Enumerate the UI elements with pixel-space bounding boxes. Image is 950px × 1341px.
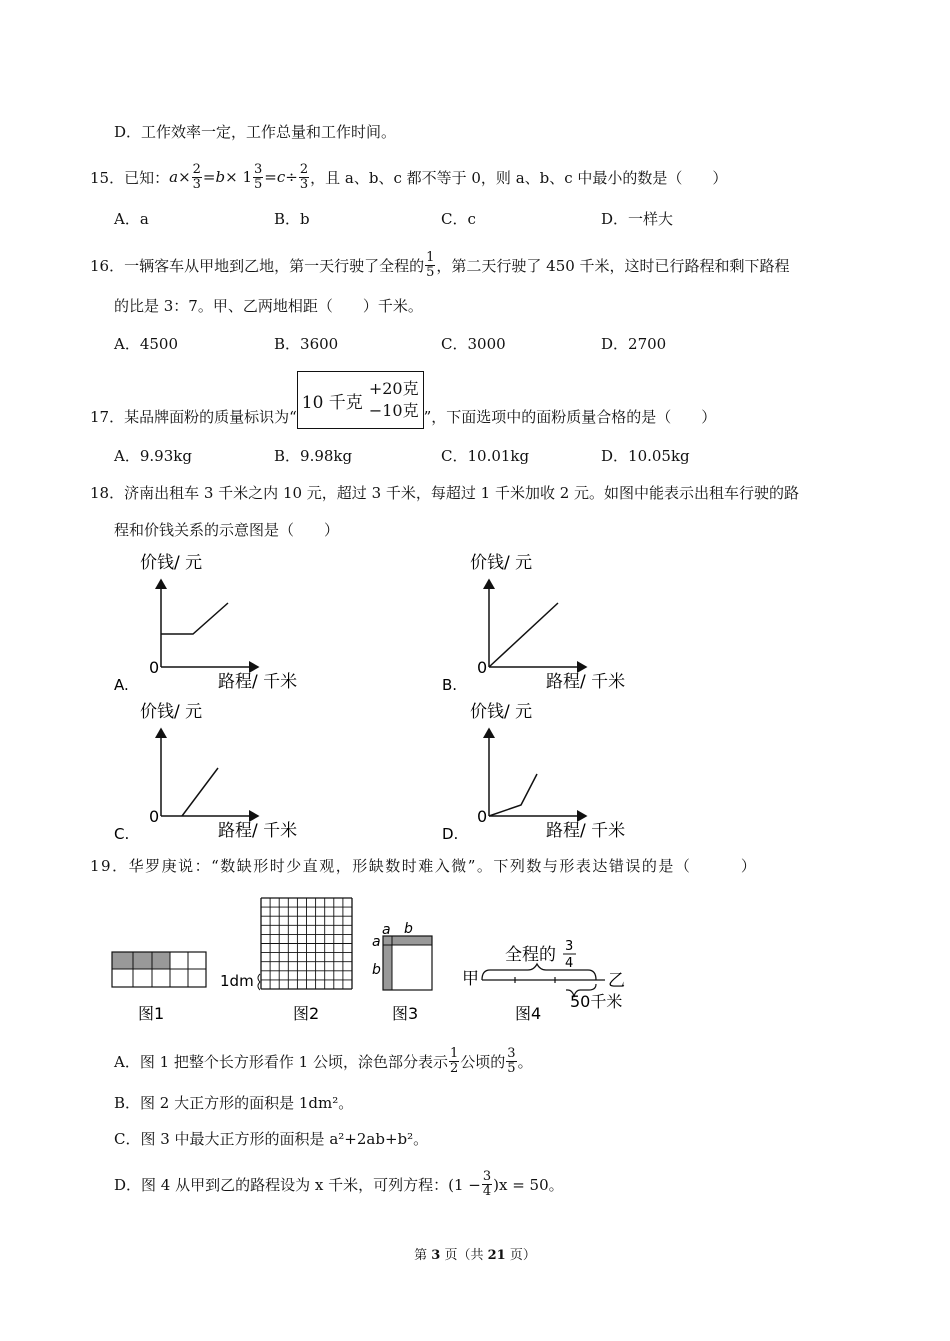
option-letter: D. [442, 825, 459, 843]
fraction: $\frac{2}{3}$ [192, 161, 201, 192]
question-18-stem: 18．济南出租车 3 千米之内 10 元，超过 3 千米，每超过 1 千米加收 2 元。如图中能表示出租车行驶的路 [90, 484, 800, 502]
x-axis-label: 路程/ 千米 [218, 821, 298, 841]
figure-3-a-side-label: a [372, 934, 381, 950]
graph-c[interactable] [114, 702, 297, 843]
page-footer: 第 3 页（共 21 页） [414, 1248, 536, 1263]
q17-option-a[interactable]: A．9.93kg [114, 447, 192, 465]
q15-option-d[interactable]: D．一样大 [601, 210, 674, 228]
figure-3-label: 图3 [392, 1004, 419, 1023]
weight-spec-label: 10 千克 +20克 −10克 [297, 371, 424, 429]
q16-option-c[interactable]: C．3000 [441, 335, 506, 353]
q17-option-c[interactable]: C．10.01kg [441, 447, 530, 465]
figure-4-whole-label: 全程的 [505, 945, 556, 965]
figure-4-fraction-den: 4 [565, 956, 574, 971]
figure-2-side-label: 1dm [220, 972, 254, 990]
question-17-stem: 17． 某品牌面粉的质量标识为“ 10 千克 +20克 −10克 ”，下面选项中的面粉质量合格的是（ ） [90, 367, 716, 429]
question-16-stem-line2: 的比是 3：7。甲、乙两地相距（ ）千米。 [114, 297, 423, 315]
figure-4-end-label: 乙 [608, 971, 625, 991]
figure-4-fraction-num: 3 [565, 939, 574, 954]
fraction: $\frac{3}{5}$ [507, 1045, 516, 1076]
figure-4-start-label: 甲 [462, 969, 479, 989]
x-axis-label: 路程/ 千米 [546, 821, 626, 841]
origin-label: 0 [149, 807, 160, 826]
origin-label: 0 [477, 807, 488, 826]
option-letter: A. [114, 676, 129, 694]
q19-figures [0, 890, 950, 1030]
x-axis-label: 路程/ 千米 [218, 672, 298, 692]
x-axis-label: 路程/ 千米 [546, 672, 626, 692]
side-brace [258, 974, 260, 990]
q17-option-d[interactable]: D．10.05kg [601, 447, 690, 465]
origin-label: 0 [149, 658, 160, 677]
y-axis-label: 价钱/ 元 [140, 702, 203, 722]
fraction: $\frac{3}{5}$ [254, 161, 263, 192]
figure-2 [258, 898, 352, 990]
graph-b[interactable] [442, 553, 625, 694]
fraction: $\frac{3}{4}$ [482, 1168, 492, 1199]
option-letter: B. [442, 676, 458, 694]
figure-3-b-side-label: b [372, 962, 381, 978]
q18-graphs [0, 540, 950, 850]
q16-option-a[interactable]: A．4500 [114, 335, 179, 353]
q16-option-b[interactable]: B．3600 [274, 335, 339, 353]
price-line [182, 768, 218, 816]
figure-3-b-label: b [404, 921, 413, 937]
q15-option-b[interactable]: B．b [274, 210, 310, 228]
price-line [489, 774, 537, 816]
q17-option-b[interactable]: B．9.98kg [274, 447, 353, 465]
graph-a[interactable] [114, 553, 297, 694]
price-line [161, 603, 228, 634]
graph-d[interactable] [442, 702, 625, 843]
y-axis-label: 价钱/ 元 [140, 553, 203, 573]
figure-3 [372, 921, 432, 1023]
q15-option-c[interactable]: C．c [441, 210, 476, 228]
figure-4-rest-label: 50千米 [570, 992, 623, 1011]
q15-option-a[interactable]: A．a [114, 210, 149, 228]
price-line [489, 603, 558, 667]
option-letter: C. [114, 825, 130, 843]
q16-option-d[interactable]: D．2700 [601, 335, 667, 353]
q19-option-b[interactable]: B．图 2 大正方形的面积是 1dm²。 [114, 1094, 354, 1112]
q19-option-d[interactable]: D．图 4 从甲到乙的路程设为 x 千米，可列方程：(1 − $\frac{3}{4}$ )x = 50。 [114, 1168, 564, 1199]
figure-3-a-label: a [382, 922, 391, 938]
fraction: $\frac{2}{3}$ [299, 161, 309, 192]
question-15-stem: 15． 已知： a × $\frac{2}{3}$ = b × 1 $\frac{3}{5}$ = c ÷ $\frac{2}{3}$ ，且 a、b、c 都不等于 0，则 a、b、c 中最小的数是（ ） [90, 161, 728, 192]
q14-option-d: D．工作效率一定，工作总量和工作时间。 [114, 123, 397, 141]
y-axis-label: 价钱/ 元 [470, 702, 533, 722]
figure-2-label: 图2 [293, 1004, 320, 1023]
figure-4 [462, 939, 625, 1023]
origin-label: 0 [477, 658, 488, 677]
figure-1-label: 图1 [138, 1004, 165, 1023]
question-18-stem-line2: 程和价钱关系的示意图是（ ） [114, 521, 340, 539]
q19-option-c[interactable]: C．图 3 中最大正方形的面积是 a²+2ab+b²。 [114, 1130, 429, 1148]
question-16-stem: 16． 一辆客车从甲地到乙地，第一天行驶了全程的 $\frac{1}{5}$ ，第二天行驶了 450 千米，这时已行路程和剩下路程 [90, 249, 790, 280]
question-19-stem: 19．华罗庚说：“数缺形时少直观，形缺数时难入微”。下列数与形表达错误的是（ ） [90, 857, 758, 875]
figure-4-label: 图4 [515, 1004, 542, 1023]
y-axis-label: 价钱/ 元 [470, 553, 533, 573]
figure-1 [112, 952, 206, 1023]
fraction: $\frac{1}{5}$ [426, 249, 435, 280]
q19-option-a[interactable]: A．图 1 把整个长方形看作 1 公顷，涂色部分表示 $\frac{1}{2}$ 公顷的 $\frac{3}{5}$ 。 [114, 1045, 533, 1076]
fraction: $\frac{1}{2}$ [450, 1045, 459, 1076]
